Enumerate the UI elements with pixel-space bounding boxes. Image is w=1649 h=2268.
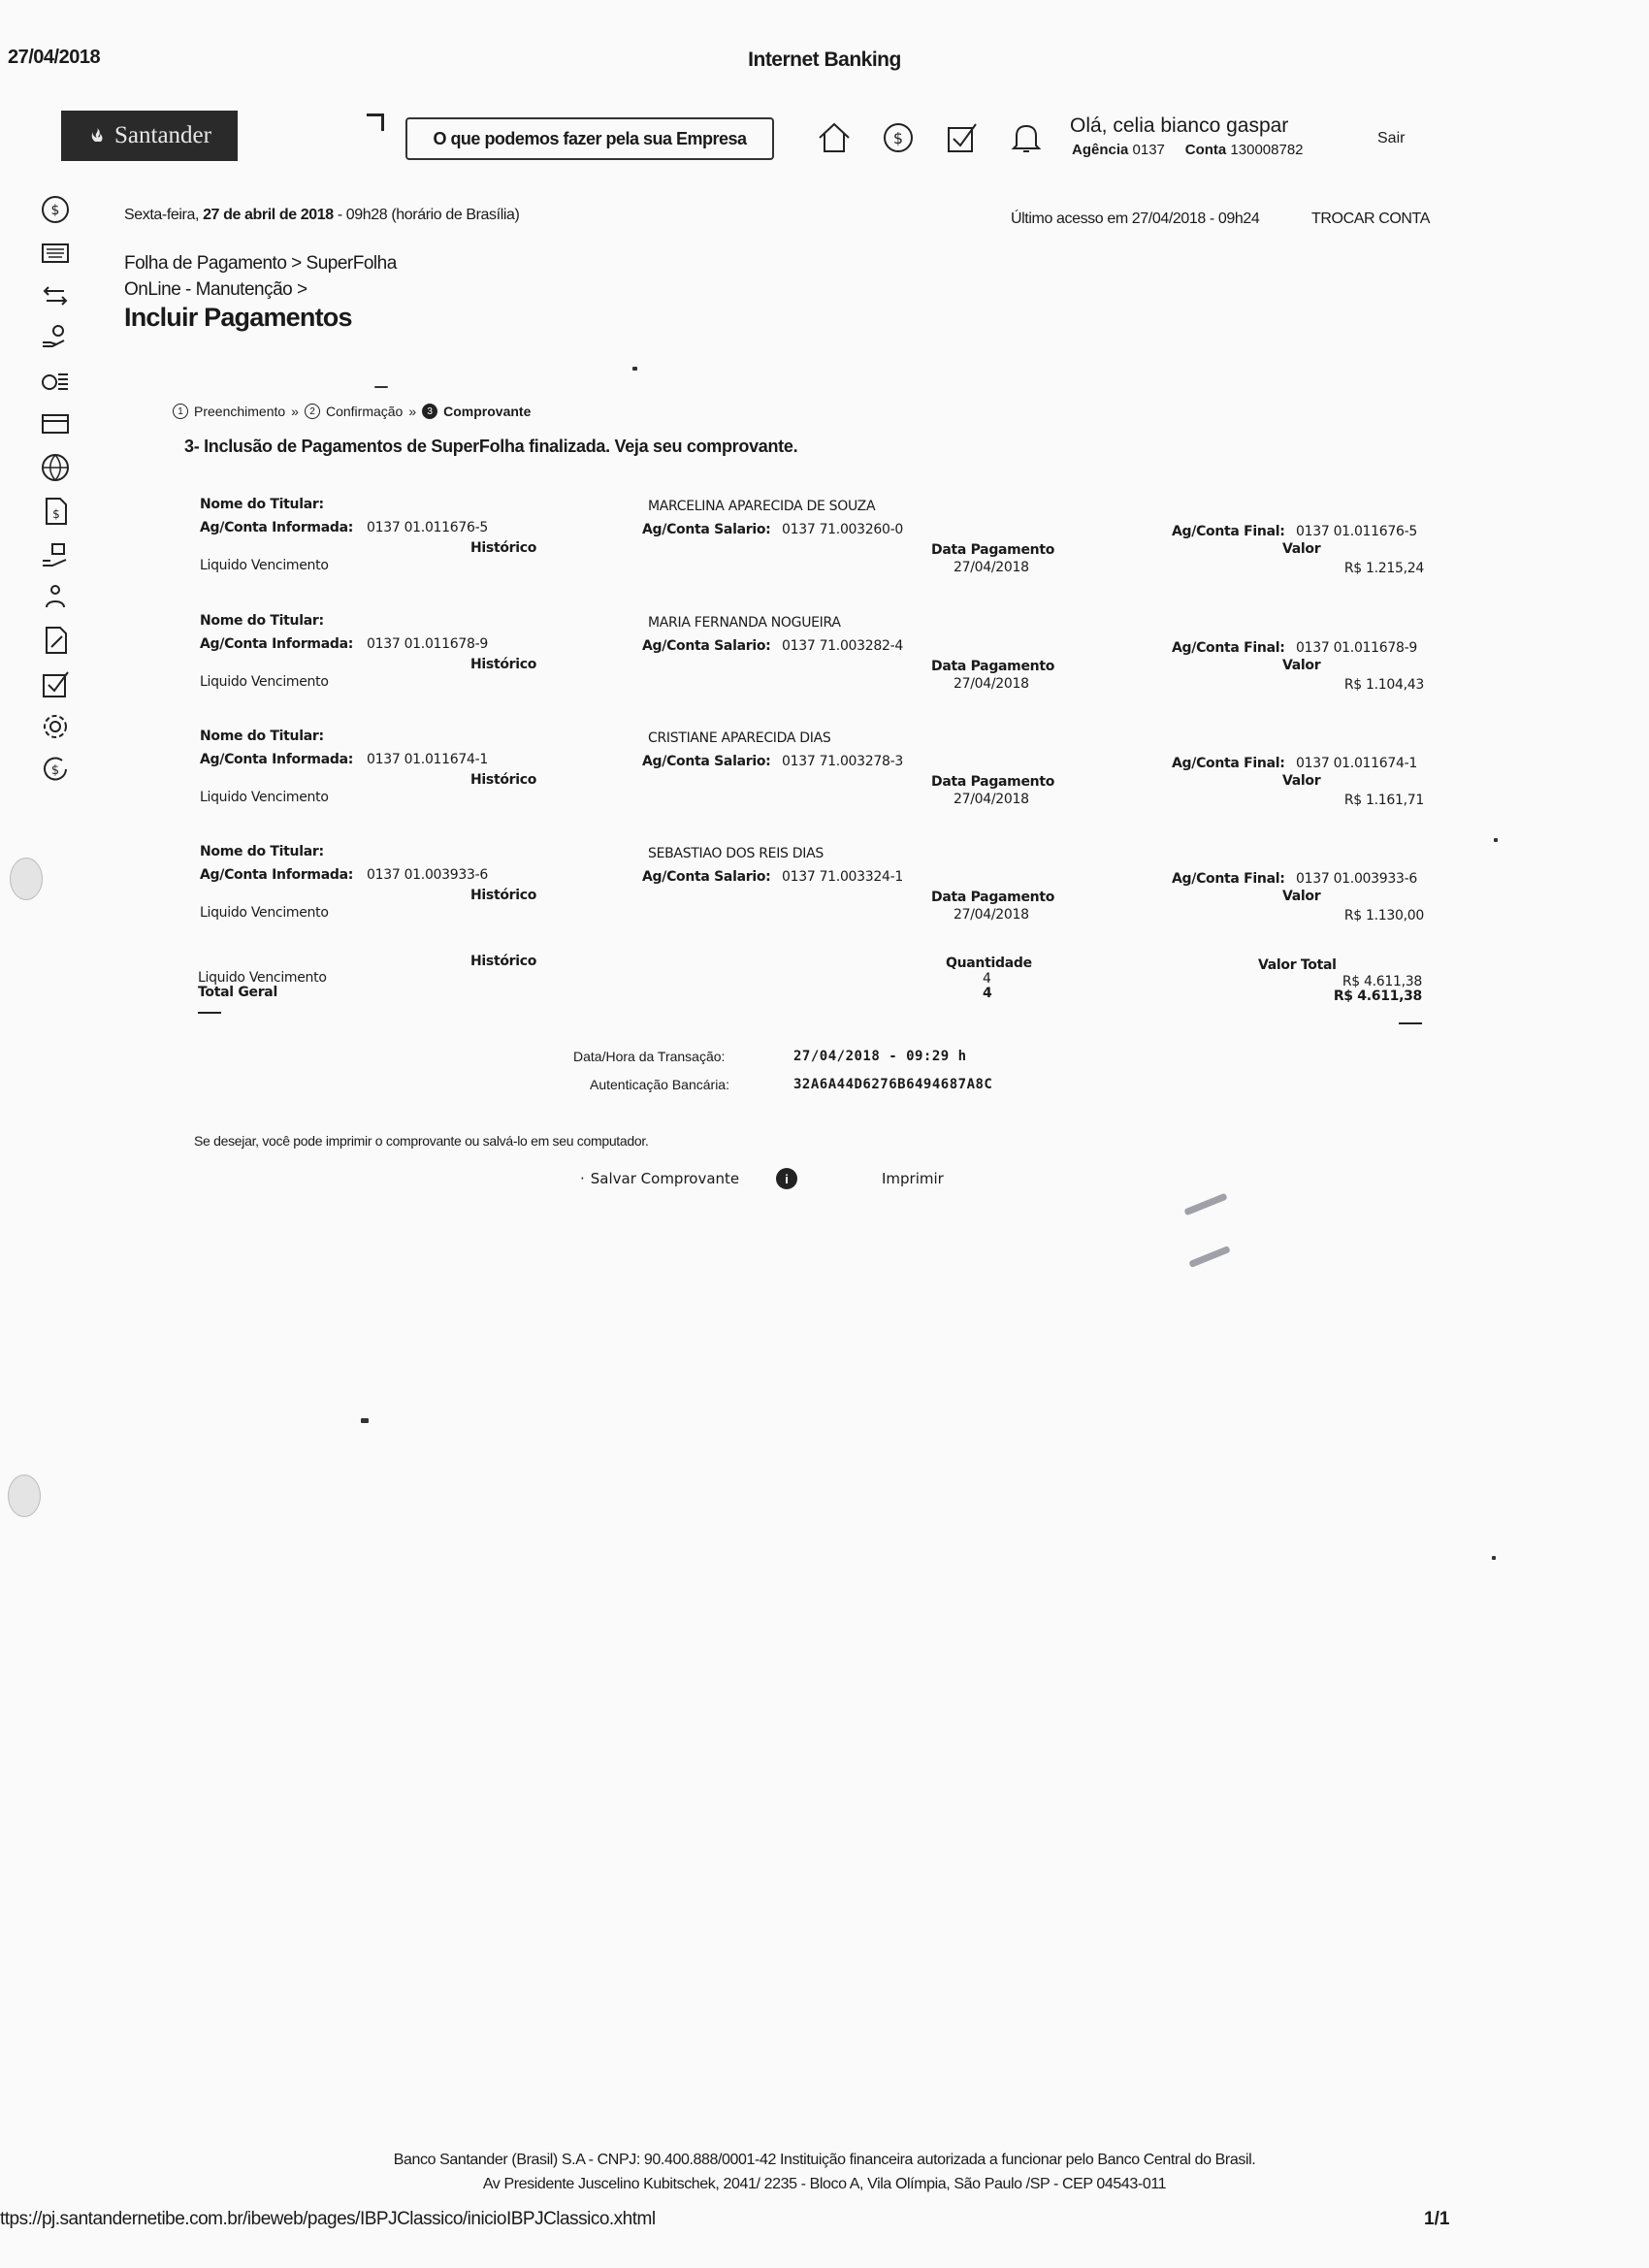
print-url: ttps://pj.santandernetibe.com.br/ibeweb/pages/IBPJClassico/inicioIBPJClassico.xhtml <box>0 2209 656 2229</box>
final-account-value: 0137 01.011674-1 <box>1296 756 1417 771</box>
hand-money-icon[interactable] <box>39 538 72 571</box>
final-account-label: Ag/Conta Final: <box>1172 756 1285 771</box>
informed-account-value: 0137 01.011674-1 <box>367 752 488 767</box>
svg-text:$: $ <box>50 763 60 778</box>
salary-account-label: Ag/Conta Salario: <box>642 638 771 654</box>
search-placeholder: O que podemos fazer pela sua Empresa <box>433 128 747 148</box>
informed-account-label: Ag/Conta Informada: <box>200 520 354 535</box>
footer-address: Av Presidente Juscelino Kubitschek, 2041/ 2235 - Bloco A, Vila Olímpia, São Paulo /SP - CEP 04543-011 <box>482 2176 1167 2192</box>
history-label: Histórico <box>470 657 537 672</box>
page-title: Incluir Pagamentos <box>124 303 352 332</box>
informed-account-value: 0137 01.003933-6 <box>367 867 488 883</box>
bullet: · <box>580 1170 585 1187</box>
step-2-label: Confirmação <box>325 404 404 419</box>
ink-smudge <box>1188 1246 1230 1268</box>
confirmation-message: 3- Inclusão de Pagamentos de SuperFolha finalizada. Veja seu comprovante. <box>184 437 798 456</box>
informed-account-value: 0137 01.011678-9 <box>367 636 488 652</box>
svg-text:$: $ <box>50 203 60 218</box>
step-3-number: 3 <box>422 404 437 419</box>
quantity-label: Quantidade <box>946 956 1032 971</box>
step-separator: » <box>291 404 299 419</box>
value-label: Valor <box>1282 658 1321 673</box>
total-value-label: Valor Total <box>1258 957 1337 973</box>
quantity-value: 4 <box>983 971 991 987</box>
agencia-value: 0137 <box>1132 142 1165 158</box>
date-bold: 27 de abril de 2018 <box>203 207 334 223</box>
final-account-label: Ag/Conta Final: <box>1172 871 1285 887</box>
divider <box>1399 1022 1422 1024</box>
final-account-value: 0137 01.003933-6 <box>1296 871 1417 887</box>
history-value: Liquido Vencimento <box>200 674 329 690</box>
breadcrumb[interactable]: Folha de Pagamento > SuperFolha <box>124 253 397 274</box>
punch-hole <box>10 858 43 900</box>
speck <box>1492 1556 1496 1560</box>
final-account-value: 0137 01.011678-9 <box>1296 640 1417 656</box>
globe-icon[interactable] <box>39 451 72 484</box>
final-account-value: 0137 01.011676-5 <box>1296 524 1417 539</box>
home-icon[interactable] <box>815 118 854 157</box>
history-label: Histórico <box>470 888 537 903</box>
value-label: Valor <box>1282 541 1321 557</box>
punch-hole <box>8 1474 41 1517</box>
step-separator: » <box>408 404 417 419</box>
save-receipt-label: Salvar Comprovante <box>590 1170 740 1187</box>
salary-account-value: 0137 71.003278-3 <box>782 754 903 769</box>
informed-account-value: 0137 01.011676-5 <box>367 520 488 535</box>
hand-coin-icon[interactable] <box>39 321 72 354</box>
coin-list-icon[interactable] <box>39 363 72 396</box>
document-edit-icon[interactable] <box>39 624 72 657</box>
search-input[interactable] <box>405 117 774 160</box>
salary-account-label: Ag/Conta Salario: <box>642 869 771 885</box>
history-label: Histórico <box>470 540 537 556</box>
keyboard-icon[interactable] <box>39 237 72 270</box>
divider <box>198 1012 221 1014</box>
payment-date: 27/04/2018 <box>954 792 1029 807</box>
page-number: 1/1 <box>1424 2209 1450 2229</box>
final-account-label: Ag/Conta Final: <box>1172 640 1285 656</box>
payment-date-label: Data Pagamento <box>931 774 1055 790</box>
auth-label: Autenticação Bancária: <box>590 1077 729 1092</box>
payment-value: R$ 1.130,00 <box>1343 908 1424 923</box>
history-value: Liquido Vencimento <box>200 558 329 573</box>
speck <box>374 386 388 388</box>
speck <box>1494 838 1498 842</box>
payment-value: R$ 1.161,71 <box>1343 793 1424 808</box>
payment-date-label: Data Pagamento <box>931 659 1055 674</box>
account-info <box>1072 142 1304 158</box>
holder-name: SEBASTIAO DOS REIS DIAS <box>648 846 824 861</box>
holder-name: MARIA FERNANDA NOGUEIRA <box>648 615 841 631</box>
holder-label: Nome do Titular: <box>200 613 324 629</box>
final-account-label: Ag/Conta Final: <box>1172 524 1285 539</box>
total-general-label: Total Geral <box>198 985 277 1000</box>
print-button[interactable]: Imprimir <box>882 1170 944 1187</box>
ink-smudge <box>1183 1193 1227 1216</box>
holder-label: Nome do Titular: <box>200 844 324 859</box>
total-value-bold: R$ 4.611,38 <box>1333 988 1422 1004</box>
transaction-datetime-value: 27/04/2018 - 09:29 h <box>793 1049 967 1064</box>
payment-date: 27/04/2018 <box>954 907 1029 923</box>
last-access: Último acesso em 27/04/2018 - 09h24 <box>1011 211 1260 227</box>
dollar-circle-icon[interactable] <box>879 118 918 157</box>
flame-icon <box>87 126 107 146</box>
conta-label: Conta <box>1184 142 1227 158</box>
checkbox-icon[interactable] <box>943 118 982 157</box>
date-suffix: - 09h28 (horário de Brasília) <box>337 207 520 223</box>
date-prefix: Sexta-feira, <box>124 207 200 223</box>
informed-account-label: Ag/Conta Informada: <box>200 867 354 883</box>
salary-account-value: 0137 71.003260-0 <box>782 522 903 537</box>
transaction-datetime-label: Data/Hora da Transação: <box>573 1049 726 1064</box>
santander-logo[interactable] <box>61 111 238 161</box>
corner-mark <box>367 113 384 131</box>
auth-value: 32A6A44D6276B6494687A8C <box>793 1077 993 1092</box>
speck <box>361 1418 369 1423</box>
history-value: Liquido Vencimento <box>200 905 329 921</box>
gear-icon[interactable] <box>39 710 72 743</box>
svg-text:$: $ <box>892 129 904 147</box>
print-title: Internet Banking <box>748 49 901 71</box>
save-receipt-button[interactable] <box>580 1170 739 1187</box>
switch-account-link[interactable]: TROCAR CONTA <box>1311 211 1431 227</box>
transfer-arrows-icon[interactable] <box>39 279 72 312</box>
svg-text:$: $ <box>52 507 60 521</box>
current-date <box>124 207 519 224</box>
greeting: Olá, celia bianco gaspar <box>1070 114 1289 137</box>
speck <box>632 367 637 371</box>
payment-value: R$ 1.215,24 <box>1343 561 1424 576</box>
step-1-label: Preenchimento <box>194 404 286 419</box>
step-3-label: Comprovante <box>443 404 532 419</box>
dollar-circle-icon[interactable] <box>39 193 72 226</box>
quantity-total: 4 <box>983 986 992 1001</box>
card-icon[interactable] <box>39 407 72 440</box>
conta-value: 130008782 <box>1230 142 1304 158</box>
payment-date-label: Data Pagamento <box>931 890 1055 905</box>
summary-history-value: Liquido Vencimento <box>198 970 327 986</box>
payment-value: R$ 1.104,43 <box>1343 677 1424 693</box>
value-label: Valor <box>1282 773 1321 789</box>
breadcrumb-sub[interactable]: OnLine - Manutenção > <box>124 279 307 300</box>
info-icon-glyph: i <box>785 1171 789 1186</box>
step-1-number: 1 <box>173 404 188 419</box>
payment-date-label: Data Pagamento <box>931 542 1055 558</box>
payment-date: 27/04/2018 <box>954 676 1029 692</box>
logout-link[interactable]: Sair <box>1377 130 1406 146</box>
salary-account-value: 0137 71.003282-4 <box>782 638 903 654</box>
history-label: Histórico <box>470 772 537 788</box>
holder-label: Nome do Titular: <box>200 729 324 744</box>
agencia-label: Agência <box>1072 142 1129 158</box>
bell-icon[interactable] <box>1007 118 1046 157</box>
total-value: R$ 4.611,38 <box>1342 974 1422 989</box>
informed-account-label: Ag/Conta Informada: <box>200 752 354 767</box>
holder-name: MARCELINA APARECIDA DE SOUZA <box>648 499 876 514</box>
save-instructions: Se desejar, você pode imprimir o comprovante ou salvá-lo em seu computador. <box>194 1133 649 1149</box>
history-value: Liquido Vencimento <box>200 790 329 805</box>
progress-steps <box>173 404 531 419</box>
people-money-icon[interactable] <box>39 580 72 613</box>
document-dollar-icon[interactable] <box>39 495 72 528</box>
checkbox-icon[interactable] <box>39 667 72 700</box>
value-label: Valor <box>1282 889 1321 904</box>
salary-account-label: Ag/Conta Salario: <box>642 754 771 769</box>
summary-history-label: Histórico <box>470 954 537 969</box>
holder-name: CRISTIANE APARECIDA DIAS <box>648 730 831 746</box>
holder-label: Nome do Titular: <box>200 497 324 512</box>
info-icon[interactable] <box>776 1168 797 1189</box>
dollar-refresh-icon[interactable] <box>39 753 72 786</box>
logo-text: Santander <box>114 122 211 148</box>
step-2-number: 2 <box>305 404 320 419</box>
payment-date: 27/04/2018 <box>954 560 1029 575</box>
salary-account-label: Ag/Conta Salario: <box>642 522 771 537</box>
informed-account-label: Ag/Conta Informada: <box>200 636 354 652</box>
salary-account-value: 0137 71.003324-1 <box>782 869 903 885</box>
print-date: 27/04/2018 <box>8 47 101 68</box>
footer-legal: Banco Santander (Brasil) S.A - CNPJ: 90.400.888/0001-42 Instituição financeira autorizada a funcionar pelo Banco Central do Brasil. <box>393 2152 1256 2168</box>
